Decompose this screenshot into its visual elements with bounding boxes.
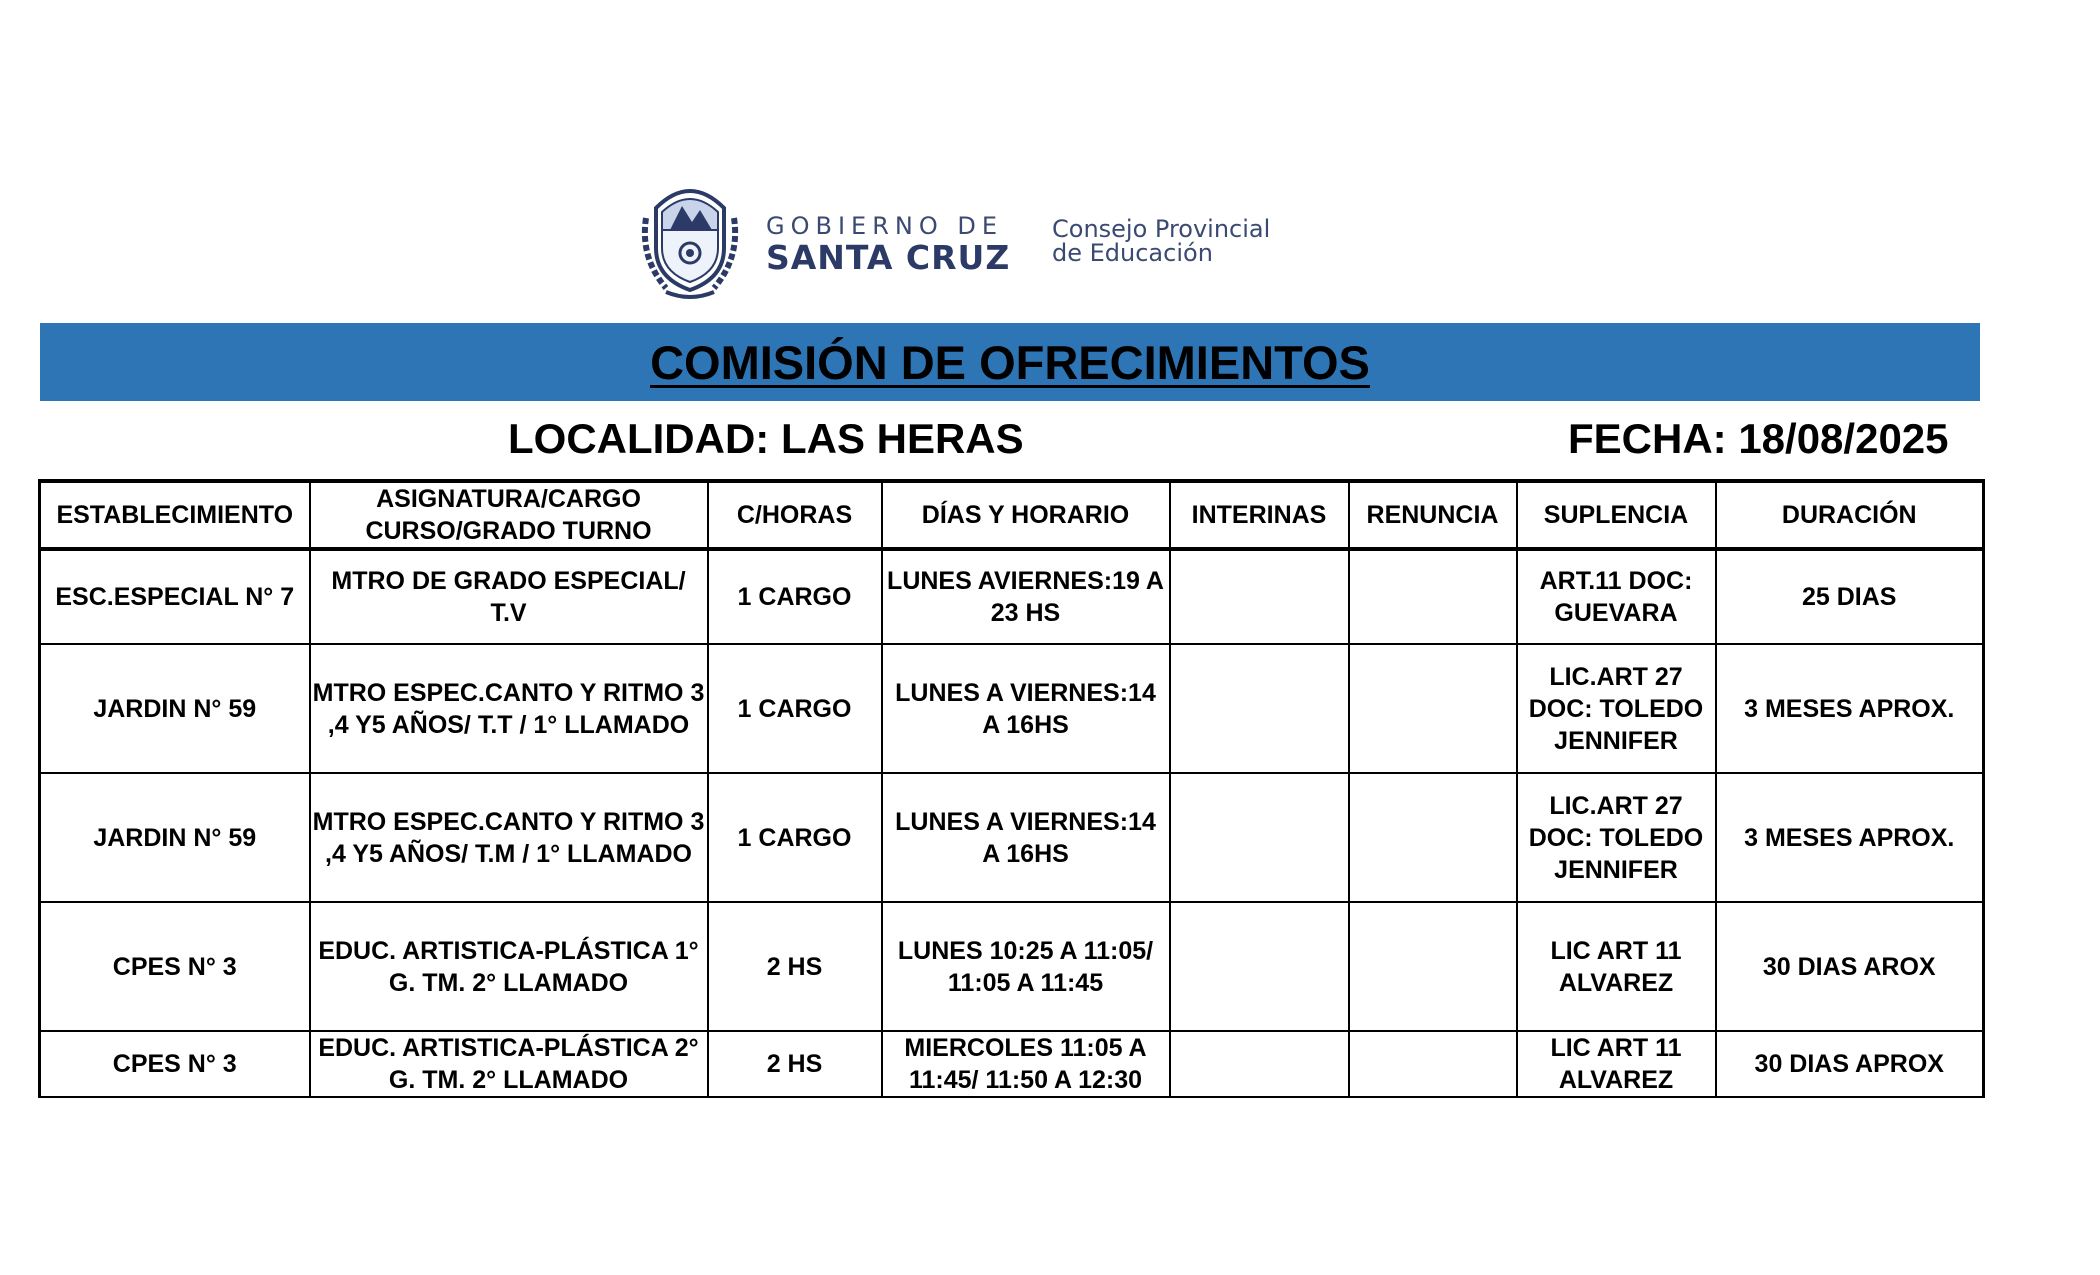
cell-c-horas: 1 CARGO (708, 549, 882, 644)
cell-duracion: 30 DIAS AROX (1716, 902, 1984, 1031)
cell-interinas (1170, 644, 1349, 773)
cell-establecimiento: CPES N° 3 (40, 1031, 310, 1097)
cell-renuncia (1349, 773, 1517, 902)
cell-dias-horario: LUNES 10:25 A 11:05/ 11:05 A 11:45 (882, 902, 1170, 1031)
header-logo (636, 178, 1296, 303)
cell-interinas (1170, 902, 1349, 1031)
cell-duracion: 3 MESES APROX. (1716, 773, 1984, 902)
header-suplencia: SUPLENCIA (1517, 481, 1716, 549)
header-duracion: DURACIÓN (1716, 481, 1984, 549)
cell-establecimiento: ESC.ESPECIAL N° 7 (40, 549, 310, 644)
title-banner (40, 323, 1980, 401)
cell-establecimiento: CPES N° 3 (40, 902, 310, 1031)
gov-name-line2: SANTA CRUZ (766, 238, 1011, 277)
table-header-row (40, 481, 1984, 549)
header-asignatura: ASIGNATURA/CARGO CURSO/GRADO TURNO (310, 481, 708, 549)
cell-dias-horario: LUNES A VIERNES:14 A 16HS (882, 644, 1170, 773)
gov-name-line1: GOBIERNO DE (766, 212, 1003, 240)
cell-interinas (1170, 773, 1349, 902)
cell-establecimiento: JARDIN N° 59 (40, 773, 310, 902)
cell-suplencia: LIC.ART 27 DOC: TOLEDO JENNIFER (1517, 773, 1716, 902)
header-establecimiento: ESTABLECIMIENTO (40, 481, 310, 549)
table-row (40, 549, 1984, 644)
header-c-horas: C/HORAS (708, 481, 882, 549)
provincial-seal-icon (636, 178, 744, 303)
offers-table (38, 479, 1985, 1098)
header-interinas: INTERINAS (1170, 481, 1349, 549)
cell-duracion: 25 DIAS (1716, 549, 1984, 644)
table-row (40, 902, 1984, 1031)
localidad-label: LOCALIDAD: LAS HERAS (508, 415, 1024, 462)
header-dias-horario: DÍAS Y HORARIO (882, 481, 1170, 549)
cell-suplencia: LIC.ART 27 DOC: TOLEDO JENNIFER (1517, 644, 1716, 773)
cell-renuncia (1349, 549, 1517, 644)
cell-asignatura: MTRO DE GRADO ESPECIAL/ T.V (310, 549, 708, 644)
cell-duracion: 30 DIAS APROX (1716, 1031, 1984, 1097)
table-row (40, 1031, 1984, 1097)
table-row (40, 773, 1984, 902)
cell-renuncia (1349, 1031, 1517, 1097)
table-row (40, 644, 1984, 773)
consejo-name-line2: de Educación (1052, 239, 1213, 267)
cell-dias-horario: MIERCOLES 11:05 A 11:45/ 11:50 A 12:30 (882, 1031, 1170, 1097)
cell-c-horas: 2 HS (708, 1031, 882, 1097)
cell-interinas (1170, 549, 1349, 644)
cell-interinas (1170, 1031, 1349, 1097)
consejo-name-line1: Consejo Provincial (1052, 215, 1271, 243)
cell-asignatura: MTRO ESPEC.CANTO Y RITMO 3 ,4 Y5 AÑOS/ T.T / 1° LLAMADO (310, 644, 708, 773)
header-renuncia: RENUNCIA (1349, 481, 1517, 549)
cell-c-horas: 1 CARGO (708, 773, 882, 902)
cell-renuncia (1349, 902, 1517, 1031)
cell-dias-horario: LUNES A VIERNES:14 A 16HS (882, 773, 1170, 902)
cell-duracion: 3 MESES APROX. (1716, 644, 1984, 773)
cell-suplencia: LIC ART 11 ALVAREZ (1517, 1031, 1716, 1097)
page-title: COMISIÓN DE OFRECIMIENTOS (650, 336, 1370, 389)
cell-asignatura: MTRO ESPEC.CANTO Y RITMO 3 ,4 Y5 AÑOS/ T.M / 1° LLAMADO (310, 773, 708, 902)
cell-dias-horario: LUNES AVIERNES:19 A 23 HS (882, 549, 1170, 644)
cell-c-horas: 2 HS (708, 902, 882, 1031)
fecha-label: FECHA: 18/08/2025 (1568, 415, 1949, 462)
cell-establecimiento: JARDIN N° 59 (40, 644, 310, 773)
cell-suplencia: LIC ART 11 ALVAREZ (1517, 902, 1716, 1031)
cell-asignatura: EDUC. ARTISTICA-PLÁSTICA 1° G. TM. 2° LLAMADO (310, 902, 708, 1031)
cell-asignatura: EDUC. ARTISTICA-PLÁSTICA 2° G. TM. 2° LLAMADO (310, 1031, 708, 1097)
cell-suplencia: ART.11 DOC: GUEVARA (1517, 549, 1716, 644)
cell-renuncia (1349, 644, 1517, 773)
cell-c-horas: 1 CARGO (708, 644, 882, 773)
